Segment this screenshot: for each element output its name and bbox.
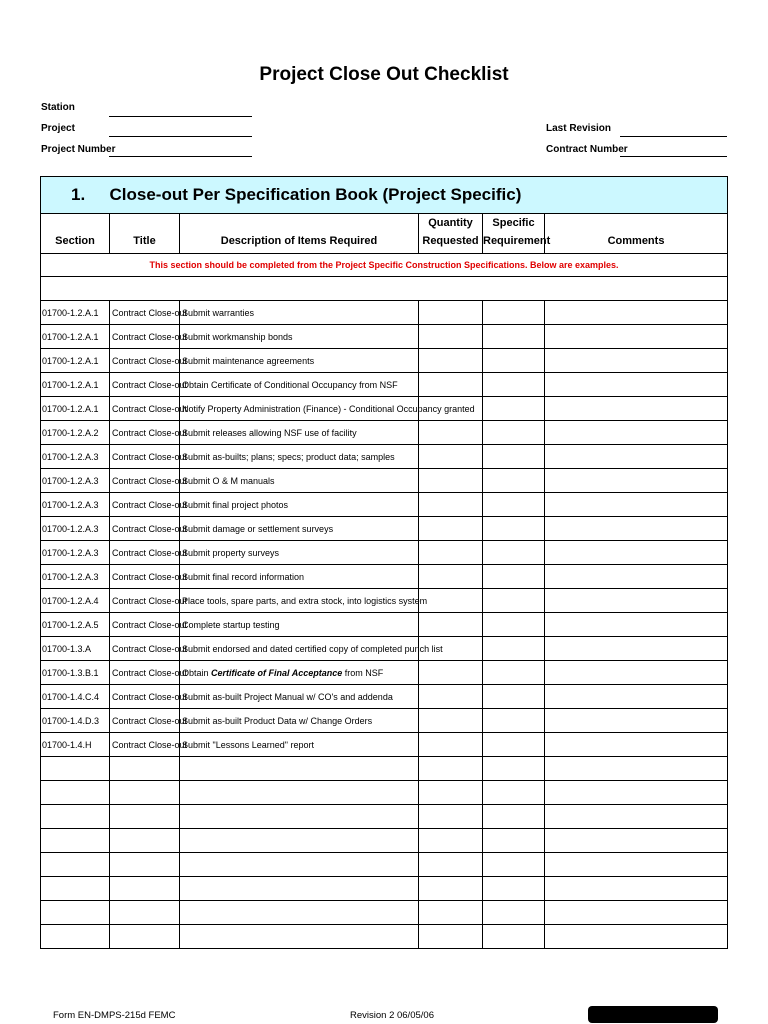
empty-row (41, 757, 728, 781)
row-description-cell[interactable] (180, 877, 419, 901)
row-quantity-cell[interactable] (419, 781, 483, 805)
row-description-cell: Submit maintenance agreements (180, 349, 419, 373)
row-specific-cell[interactable] (483, 877, 545, 901)
row-description-cell: Notify Property Administration (Finance) - Conditional Occupancy granted (180, 397, 419, 421)
row-title-cell[interactable] (110, 901, 180, 925)
row-comments-cell[interactable] (545, 445, 728, 469)
row-title-cell: Contract Close-out (110, 493, 180, 517)
row-quantity-cell[interactable] (419, 541, 483, 565)
row-specific-cell[interactable] (483, 421, 545, 445)
col-header-quantity (419, 214, 483, 254)
table-row (41, 685, 728, 709)
page-title: Project Close Out Checklist (259, 64, 509, 85)
row-specific-cell[interactable] (483, 349, 545, 373)
row-title-cell: Contract Close-out (110, 325, 180, 349)
row-quantity-cell[interactable] (419, 421, 483, 445)
row-comments-cell[interactable] (545, 733, 728, 757)
row-quantity-cell[interactable] (419, 373, 483, 397)
station-field[interactable] (109, 116, 252, 117)
form-id: Form EN-DMPS-215d FEMC (53, 1010, 176, 1021)
row-quantity-cell[interactable] (419, 853, 483, 877)
row-description-cell[interactable] (180, 853, 419, 877)
row-section-cell: 01700-1.2.A.3 (41, 517, 110, 541)
row-description-cell: Submit workmanship bonds (180, 325, 419, 349)
row-title-cell: Contract Close-out (110, 637, 180, 661)
section-number: 1. (41, 177, 110, 214)
row-title-cell: Contract Close-out (110, 661, 180, 685)
row-comments-cell[interactable] (545, 637, 728, 661)
col-header-specific (483, 214, 551, 254)
col-header-specific-line2: Requirement (483, 235, 551, 247)
col-header-quantity-line2: Requested (422, 235, 479, 247)
row-section-cell: 01700-1.2.A.1 (41, 397, 110, 421)
row-specific-cell[interactable] (483, 733, 545, 757)
row-description-cell: Submit "Lessons Learned" report (180, 733, 419, 757)
row-specific-cell[interactable] (483, 397, 545, 421)
row-title-cell[interactable] (110, 877, 180, 901)
col-header-description: Description of Items Required (180, 214, 419, 254)
spacer-cell[interactable] (41, 277, 728, 301)
row-specific-cell[interactable] (483, 469, 545, 493)
table-row (41, 637, 728, 661)
row-comments-cell[interactable] (545, 613, 728, 637)
row-comments-cell[interactable] (545, 925, 728, 949)
row-title-cell: Contract Close-out (110, 733, 180, 757)
row-comments-cell[interactable] (545, 589, 728, 613)
table-row (41, 661, 728, 685)
row-comments-cell[interactable] (545, 829, 728, 853)
row-title-cell: Contract Close-out (110, 301, 180, 325)
row-comments-cell[interactable] (545, 661, 728, 685)
row-comments-cell[interactable] (545, 421, 728, 445)
row-comments-cell[interactable] (545, 301, 728, 325)
row-title-cell: Contract Close-out (110, 373, 180, 397)
table-row (41, 469, 728, 493)
row-section-cell: 01700-1.4.H (41, 733, 110, 757)
row-quantity-cell[interactable] (419, 589, 483, 613)
row-specific-cell[interactable] (483, 925, 545, 949)
contract-number-label: Contract Number (546, 144, 628, 155)
row-section-cell[interactable] (41, 901, 110, 925)
row-title-cell: Contract Close-out (110, 517, 180, 541)
row-title-cell[interactable] (110, 781, 180, 805)
row-title-cell: Contract Close-out (110, 349, 180, 373)
row-description-cell: Submit O & M manuals (180, 469, 419, 493)
row-section-cell[interactable] (41, 805, 110, 829)
redacted-bar (588, 1006, 718, 1023)
row-quantity-cell[interactable] (419, 565, 483, 589)
empty-row (41, 829, 728, 853)
row-description-cell[interactable] (180, 781, 419, 805)
row-quantity-cell[interactable] (419, 925, 483, 949)
row-title-cell[interactable] (110, 925, 180, 949)
row-section-cell: 01700-1.2.A.3 (41, 445, 110, 469)
col-header-title: Title (110, 214, 180, 254)
row-section-cell: 01700-1.4.D.3 (41, 709, 110, 733)
row-section-cell: 01700-1.2.A.1 (41, 373, 110, 397)
row-quantity-cell[interactable] (419, 661, 483, 685)
row-specific-cell[interactable] (483, 709, 545, 733)
row-description-cell[interactable] (180, 925, 419, 949)
row-quantity-cell[interactable] (419, 757, 483, 781)
row-quantity-cell[interactable] (419, 301, 483, 325)
row-title-cell: Contract Close-out (110, 589, 180, 613)
row-section-cell[interactable] (41, 925, 110, 949)
row-specific-cell[interactable] (483, 853, 545, 877)
empty-row (41, 781, 728, 805)
row-description-cell: Submit property surveys (180, 541, 419, 565)
row-description-cell: Submit as-builts; plans; specs; product data; samples (180, 445, 419, 469)
table-row (41, 493, 728, 517)
table-row (41, 445, 728, 469)
row-quantity-cell[interactable] (419, 733, 483, 757)
row-description-cell: Submit final record information (180, 565, 419, 589)
row-specific-cell[interactable] (483, 661, 545, 685)
row-specific-cell[interactable] (483, 517, 545, 541)
table-row (41, 349, 728, 373)
col-header-specific-line1: Specific (492, 217, 535, 229)
row-specific-cell[interactable] (483, 685, 545, 709)
row-section-cell: 01700-1.2.A.3 (41, 541, 110, 565)
row-section-cell: 01700-1.3.A (41, 637, 110, 661)
row-quantity-cell[interactable] (419, 493, 483, 517)
row-quantity-cell[interactable] (419, 829, 483, 853)
row-section-cell: 01700-1.2.A.3 (41, 565, 110, 589)
row-comments-cell[interactable] (545, 493, 728, 517)
empty-row (41, 805, 728, 829)
row-comments-cell[interactable] (545, 565, 728, 589)
row-comments-cell[interactable] (545, 517, 728, 541)
row-specific-cell[interactable] (483, 493, 545, 517)
row-comments-cell[interactable] (545, 853, 728, 877)
table-row (41, 325, 728, 349)
row-specific-cell[interactable] (483, 613, 545, 637)
row-section-cell: 01700-1.2.A.2 (41, 421, 110, 445)
description-suffix: from NSF (342, 667, 384, 678)
empty-row (41, 925, 728, 949)
row-specific-cell[interactable] (483, 781, 545, 805)
row-comments-cell[interactable] (545, 469, 728, 493)
row-quantity-cell[interactable] (419, 325, 483, 349)
row-description-cell: Obtain Certificate of Conditional Occupancy from NSF (180, 373, 419, 397)
checklist-table (40, 176, 728, 949)
row-specific-cell[interactable] (483, 757, 545, 781)
row-comments-cell[interactable] (545, 349, 728, 373)
spacer-row (41, 277, 728, 301)
row-comments-cell[interactable] (545, 877, 728, 901)
row-description-cell: Submit as-built Project Manual w/ CO's and addenda (180, 685, 419, 709)
section-header-row (41, 177, 728, 214)
row-specific-cell[interactable] (483, 829, 545, 853)
table-row (41, 565, 728, 589)
description-prefix: Obtain (182, 667, 212, 678)
row-section-cell: 01700-1.2.A.3 (41, 493, 110, 517)
table-row (41, 397, 728, 421)
row-comments-cell[interactable] (545, 781, 728, 805)
row-comments-cell[interactable] (545, 709, 728, 733)
row-title-cell[interactable] (110, 757, 180, 781)
station-label: Station (41, 102, 75, 113)
row-specific-cell[interactable] (483, 541, 545, 565)
row-title-cell[interactable] (110, 805, 180, 829)
row-title-cell: Contract Close-out (110, 685, 180, 709)
row-section-cell: 01700-1.3.B.1 (41, 661, 110, 685)
row-quantity-cell[interactable] (419, 349, 483, 373)
row-description-cell[interactable] (180, 805, 419, 829)
row-description-cell: Complete startup testing (180, 613, 419, 637)
row-quantity-cell[interactable] (419, 517, 483, 541)
row-specific-cell[interactable] (483, 637, 545, 661)
project-number-field[interactable] (109, 156, 252, 157)
empty-row (41, 901, 728, 925)
table-row (41, 589, 728, 613)
column-header-row (41, 214, 728, 254)
row-section-cell: 01700-1.2.A.1 (41, 349, 110, 373)
row-specific-cell[interactable] (483, 325, 545, 349)
table-row (41, 373, 728, 397)
row-comments-cell[interactable] (545, 901, 728, 925)
col-header-quantity-line1: Quantity (428, 217, 473, 229)
row-description-cell: Submit final project photos (180, 493, 419, 517)
row-section-cell: 01700-1.2.A.3 (41, 469, 110, 493)
row-section-cell[interactable] (41, 877, 110, 901)
col-header-section: Section (41, 214, 110, 254)
row-description-cell: Submit damage or settlement surveys (180, 517, 419, 541)
row-description-cell[interactable] (180, 829, 419, 853)
revision-info: Revision 2 06/05/06 (350, 1010, 434, 1021)
row-title-cell: Contract Close-out (110, 397, 180, 421)
row-comments-cell[interactable] (545, 541, 728, 565)
row-description-cell: Submit warranties (180, 301, 419, 325)
row-title-cell[interactable] (110, 829, 180, 853)
empty-row (41, 877, 728, 901)
last-revision-label: Last Revision (546, 123, 612, 134)
row-section-cell[interactable] (41, 781, 110, 805)
row-comments-cell[interactable] (545, 685, 728, 709)
row-specific-cell[interactable] (483, 589, 545, 613)
row-section-cell[interactable] (41, 757, 110, 781)
row-comments-cell[interactable] (545, 325, 728, 349)
row-section-cell: 01700-1.2.A.4 (41, 589, 110, 613)
row-title-cell: Contract Close-out (110, 469, 180, 493)
row-description-cell: Submit endorsed and dated certified copy of completed punch list (180, 637, 419, 661)
table-row (41, 301, 728, 325)
row-comments-cell[interactable] (545, 757, 728, 781)
row-specific-cell[interactable] (483, 565, 545, 589)
row-quantity-cell[interactable] (419, 613, 483, 637)
table-row (41, 541, 728, 565)
col-header-comments: Comments (545, 214, 728, 254)
table-row (41, 733, 728, 757)
row-quantity-cell[interactable] (419, 877, 483, 901)
row-title-cell: Contract Close-out (110, 565, 180, 589)
project-field[interactable] (109, 136, 252, 137)
row-quantity-cell[interactable] (419, 469, 483, 493)
row-comments-cell[interactable] (545, 805, 728, 829)
row-quantity-cell[interactable] (419, 805, 483, 829)
row-title-cell: Contract Close-out (110, 541, 180, 565)
last-revision-field[interactable] (620, 136, 727, 137)
row-title-cell: Contract Close-out (110, 709, 180, 733)
description-emphasis: Certificate of Final Acceptance (211, 667, 343, 678)
row-description-cell: Submit releases allowing NSF use of facility (180, 421, 419, 445)
checklist-rows (41, 301, 728, 949)
contract-number-field[interactable] (620, 156, 727, 157)
row-description-cell[interactable] (180, 757, 419, 781)
row-section-cell: 01700-1.4.C.4 (41, 685, 110, 709)
project-number-label: Project Number (41, 144, 116, 155)
row-section-cell: 01700-1.2.A.1 (41, 301, 110, 325)
row-comments-cell[interactable] (545, 373, 728, 397)
instruction-note: This section should be completed from the Project Specific Construction Specifications. Below are examples. (41, 254, 728, 277)
row-comments-cell[interactable] (545, 397, 728, 421)
table-row (41, 613, 728, 637)
row-specific-cell[interactable] (483, 805, 545, 829)
row-section-cell: 01700-1.2.A.1 (41, 325, 110, 349)
row-description-cell[interactable] (180, 901, 419, 925)
row-description-cell: Submit as-built Product Data w/ Change Orders (180, 709, 419, 733)
row-title-cell: Contract Close-out (110, 421, 180, 445)
row-description-cell: Place tools, spare parts, and extra stock, into logistics system (180, 589, 419, 613)
row-title-cell[interactable] (110, 853, 180, 877)
row-specific-cell[interactable] (483, 445, 545, 469)
table-row (41, 421, 728, 445)
row-specific-cell[interactable] (483, 901, 545, 925)
table-row (41, 517, 728, 541)
table-row (41, 709, 728, 733)
row-title-cell: Contract Close-out (110, 445, 180, 469)
row-description-cell (180, 661, 419, 685)
row-section-cell[interactable] (41, 853, 110, 877)
instruction-row (41, 254, 728, 277)
row-quantity-cell[interactable] (419, 445, 483, 469)
project-label: Project (41, 123, 75, 134)
row-section-cell: 01700-1.2.A.5 (41, 613, 110, 637)
section-title: Close-out Per Specification Book (Project Specific) (110, 177, 728, 214)
row-quantity-cell[interactable] (419, 709, 483, 733)
row-specific-cell[interactable] (483, 301, 545, 325)
empty-row (41, 853, 728, 877)
row-title-cell: Contract Close-out (110, 613, 180, 637)
row-quantity-cell[interactable] (419, 901, 483, 925)
row-specific-cell[interactable] (483, 373, 545, 397)
row-section-cell[interactable] (41, 829, 110, 853)
row-quantity-cell[interactable] (419, 685, 483, 709)
